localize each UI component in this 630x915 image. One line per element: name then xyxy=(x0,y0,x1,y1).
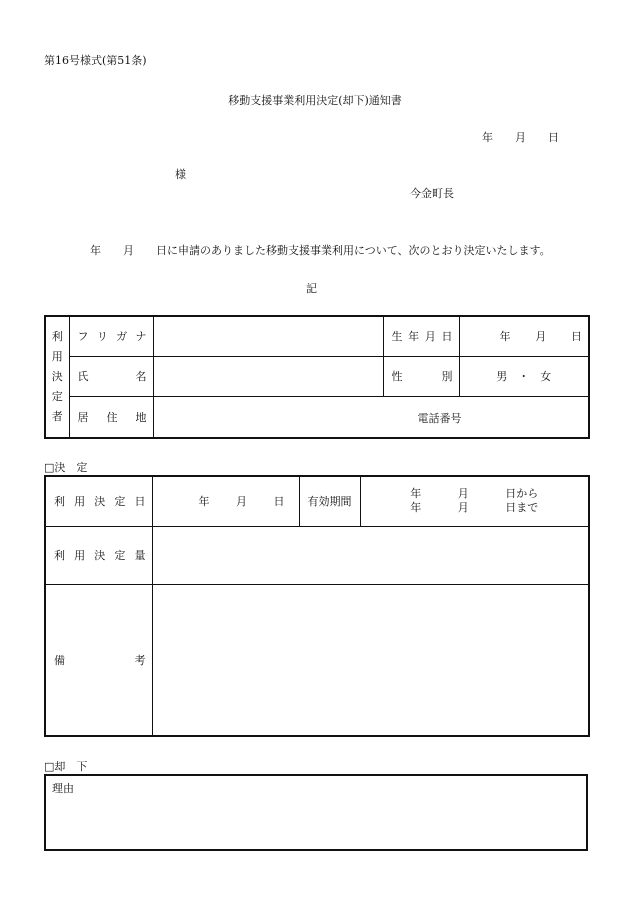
rejection-section-label: □却 下 xyxy=(44,760,88,773)
name-label: 氏 名 xyxy=(69,356,153,396)
ki-label: 記 xyxy=(306,282,317,295)
remarks-field[interactable] xyxy=(152,584,589,736)
decision-amount-field[interactable] xyxy=(152,526,589,584)
sex-field[interactable]: 男 ・ 女 xyxy=(459,356,589,396)
furigana-label: フ リ ガ ナ xyxy=(69,316,153,356)
recipient-suffix: 様 xyxy=(175,168,186,181)
form-number: 第16号様式(第51条) xyxy=(44,54,147,67)
furigana-field[interactable] xyxy=(153,316,383,356)
decision-date-field[interactable]: 年 月 日 xyxy=(152,476,299,526)
remarks-label: 備 考 xyxy=(45,584,152,736)
document-title: 移動支援事業利用決定(却下)通知書 xyxy=(228,94,402,107)
issue-date: 年 月 日 xyxy=(482,131,559,144)
issuer: 今金町長 xyxy=(410,187,454,200)
rejection-reason-box[interactable] xyxy=(44,774,588,851)
phone-label: 電話番号 xyxy=(417,411,462,425)
decision-date-label: 利 用 決 定 日 xyxy=(45,476,152,526)
decision-table xyxy=(44,475,590,737)
decision-section-label: □決 定 xyxy=(44,461,88,474)
decision-amount-label: 利 用 決 定 量 xyxy=(45,526,152,584)
birth-date-label: 生 年 月 日 xyxy=(383,316,459,356)
birth-date-field[interactable]: 年 月 日 xyxy=(459,316,589,356)
sex-label: 性 別 xyxy=(383,356,459,396)
validity-period-label: 有効期間 xyxy=(299,476,360,526)
name-field[interactable] xyxy=(153,356,383,396)
address-label: 居 住 地 xyxy=(69,396,153,438)
intro-text: 年 月 日に申請のありました移動支援事業利用について、次のとおり決定いたします。 xyxy=(90,244,551,257)
validity-period-field[interactable]: 年 月 日から 年 月 日まで xyxy=(360,476,589,526)
reason-label: 理由 xyxy=(52,782,74,795)
applicant-side-label: 利 用 決 定 者 xyxy=(45,316,69,438)
applicant-table xyxy=(44,315,590,439)
address-field[interactable] xyxy=(153,396,589,438)
